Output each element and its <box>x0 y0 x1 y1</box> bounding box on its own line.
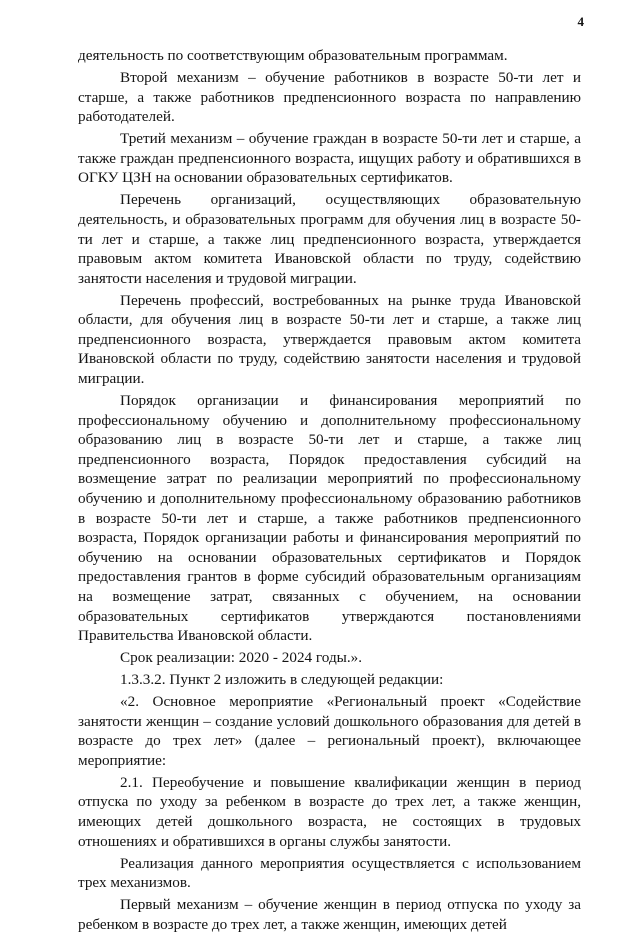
paragraph: Первый механизм – обучение женщин в период отпуска по уходу за ребенком в возрасте до трех лет, а также женщин, имеющих детей <box>78 896 581 933</box>
paragraph: Порядок организации и финансирования мероприятий по профессиональному обучению и дополнительному профессиональному образованию лиц в возрасте 50-ти лет и старше, а также лиц предпенсионного возраста, Порядок предоставления субсидий на возмещение затрат по реализации мероприятий по профессиональному обучению и дополнительному профессиональному образованию работников в возрасте 50-ти лет и старше, а также работников предпенсионного возраста, Порядок организации работы и финансирования мероприятий по обучению на основании образовательных сертификатов и Порядок предоставления грантов в форме субсидий образовательным организациям на возмещение затрат, связанных с обучением, на основании образовательных сертификатов утверждаются постановлениями Правительства Ивановской области. <box>78 392 581 645</box>
paragraph: Перечень организаций, осуществляющих образовательную деятельность, и образовательных программ для обучения лиц в возрасте 50-ти лет и старше, а также лиц предпенсионного возраста, утверждается правовым актом комитета Ивановской области по труду, содействию занятости населения и трудовой миграции. <box>78 191 581 287</box>
paragraph: Третий механизм – обучение граждан в возрасте 50-ти лет и старше, а также граждан предпенсионного возраста, ищущих работу и обратившихся в ОГКУ ЦЗН на основании образовательных сертификатов. <box>78 130 581 187</box>
paragraph: деятельность по соответствующим образовательным программам. <box>78 47 508 64</box>
paragraph: Второй механизм – обучение работников в возрасте 50-ти лет и старше, а также работников предпенсионного возраста по направлению работодателей. <box>78 68 581 126</box>
paragraph: «2. Основное мероприятие «Региональный проект «Содействие занятости женщин – создание условий дошкольного образования для детей в возрасте до трех лет» (далее – региональный проект), включающее мероприятие: <box>78 693 581 769</box>
paragraph: 2.1. Переобучение и повышение квалификации женщин в период отпуска по уходу за ребенком в возрасте до трех лет, а также женщин, имеющих детей дошкольного возраста, не состоящих в трудовых отношениях и обратившихся в органы службы занятости. <box>78 773 581 850</box>
paragraph: Реализация данного мероприятия осуществляется с использованием трех механизмов. <box>78 854 581 892</box>
paragraph: Срок реализации: 2020 - 2024 годы.». <box>120 649 363 667</box>
paragraph: 1.3.3.2. Пункт 2 изложить в следующей редакции: <box>120 671 444 689</box>
paragraph: Перечень профессий, востребованных на рынке труда Ивановской области, для обучения лиц в возрасте 50-ти лет и старше, а также лиц предпенсионного возраста, утверждается правовым актом комитета Ивановской области по труду, содействию занятости населения и трудовой миграции. <box>78 291 581 388</box>
document-body <box>78 46 581 937</box>
page-number: 4 <box>577 14 584 29</box>
